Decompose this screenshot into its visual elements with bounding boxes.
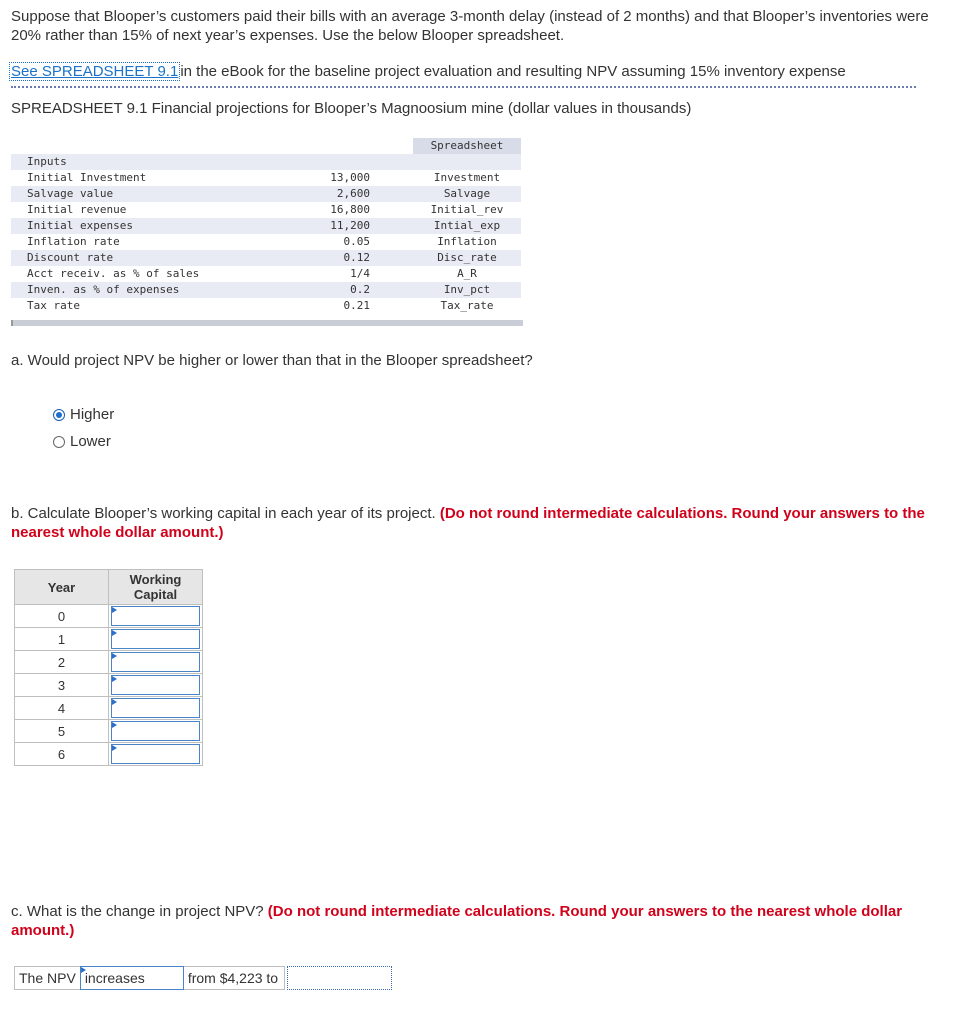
ss-label: Initial Investment (27, 171, 147, 184)
ss-label: Inven. as % of expenses (27, 283, 180, 296)
year-cell: 2 (15, 651, 109, 674)
ss-value: 0.21 (343, 299, 370, 312)
table-row (15, 697, 203, 720)
year-cell: 5 (15, 720, 109, 743)
ss-value: 2,600 (336, 187, 370, 200)
table-row (15, 743, 203, 766)
year-cell: 4 (15, 697, 109, 720)
ss-value: 0.05 (343, 235, 370, 248)
ss-name: Disc_rate (437, 251, 497, 264)
ss-value: 0.2 (350, 283, 370, 296)
ss-name: A_R (457, 267, 477, 280)
working-capital-input[interactable] (111, 744, 200, 764)
spreadsheet-title: SPREADSHEET 9.1 Financial projections for Blooper’s Magnoosium mine (dollar values in thousands) (11, 100, 692, 117)
ss-name: Inv_pct (443, 283, 491, 296)
working-capital-table (14, 569, 203, 766)
radio-selected-icon[interactable] (53, 409, 65, 421)
ss-label: Initial revenue (27, 203, 127, 216)
question-a: a. Would project NPV be higher or lower than that in the Blooper spreadsheet? (11, 352, 533, 369)
question-b-text: b. Calculate Blooper’s working capital in each year of its project. (11, 505, 440, 522)
year-cell: 1 (15, 628, 109, 651)
ss-name: Tax_rate (440, 299, 494, 312)
ss-name: Initial_rev (430, 203, 504, 216)
ss-name: Investment (433, 171, 501, 184)
npv-direction-select[interactable]: increases (80, 966, 184, 990)
npv-label: The NPV (14, 966, 81, 990)
ss-label: Discount rate (27, 251, 114, 264)
radio-empty-icon[interactable] (53, 436, 65, 448)
question-b-instruction: (Do not round intermediate calculations. Round your answers to the nearest whole dollar amount.) (11, 505, 925, 541)
spreadsheet-bottom-bar (11, 320, 523, 326)
ss-name: Intial_exp (433, 219, 501, 232)
question-c (11, 902, 951, 940)
inputs-header: Inputs (27, 155, 67, 168)
ss-label: Acct receiv. as % of sales (27, 267, 200, 280)
spreadsheet-image (11, 138, 521, 326)
col-year-header: Year (15, 570, 109, 605)
option-lower[interactable] (53, 432, 111, 451)
divider (11, 86, 916, 88)
ss-name: Inflation (437, 235, 497, 248)
year-cell: 0 (15, 605, 109, 628)
working-capital-input[interactable] (111, 698, 200, 718)
table-row (15, 628, 203, 651)
spreadsheet-link[interactable]: See SPREADSHEET 9.1 (11, 63, 179, 80)
year-cell: 3 (15, 674, 109, 697)
npv-answer-input[interactable] (287, 966, 392, 990)
table-row (15, 651, 203, 674)
npv-from-text: from $4,223 to (183, 966, 285, 990)
table-row (15, 674, 203, 697)
link-description: in the eBook for the baseline project evaluation and resulting NPV assuming 15% inventory expense (180, 63, 846, 80)
npv-answer-row (14, 966, 392, 990)
ss-value: 16,800 (330, 203, 370, 216)
ss-label: Tax rate (27, 299, 80, 312)
ebook-link-line (9, 62, 846, 81)
working-capital-input[interactable] (111, 606, 200, 626)
col-wc-header: Working Capital (109, 570, 203, 605)
ss-label: Salvage value (27, 187, 114, 200)
problem-intro: Suppose that Blooper’s customers paid their bills with an average 3-month delay (instead of 2 months) and that Blooper’s inventories were 20% rather than 15% of next year’s expenses. Use the below Blooper spreadsheet. (11, 8, 929, 44)
working-capital-input[interactable] (111, 675, 200, 695)
working-capital-input[interactable] (111, 629, 200, 649)
working-capital-input[interactable] (111, 721, 200, 741)
option-higher[interactable] (53, 405, 114, 424)
ss-value: 1/4 (350, 267, 370, 280)
ss-value: 13,000 (330, 171, 370, 184)
question-b (11, 504, 951, 542)
ss-label: Inflation rate (27, 235, 120, 248)
question-c-text: c. What is the change in project NPV? (11, 903, 268, 920)
table-row (15, 605, 203, 628)
option-label: Higher (70, 406, 115, 423)
ss-label: Initial expenses (27, 219, 133, 232)
working-capital-input[interactable] (111, 652, 200, 672)
ss-value: 11,200 (330, 219, 370, 232)
year-cell: 6 (15, 743, 109, 766)
question-c-instruction: (Do not round intermediate calculations. Round your answers to the nearest whole dollar amount.) (11, 903, 903, 939)
option-label: Lower (70, 433, 111, 450)
ss-value: 0.12 (343, 251, 370, 264)
spreadsheet-name-header-1: Spreadsheet (430, 139, 504, 152)
ss-name: Salvage (443, 187, 491, 200)
table-row (15, 720, 203, 743)
